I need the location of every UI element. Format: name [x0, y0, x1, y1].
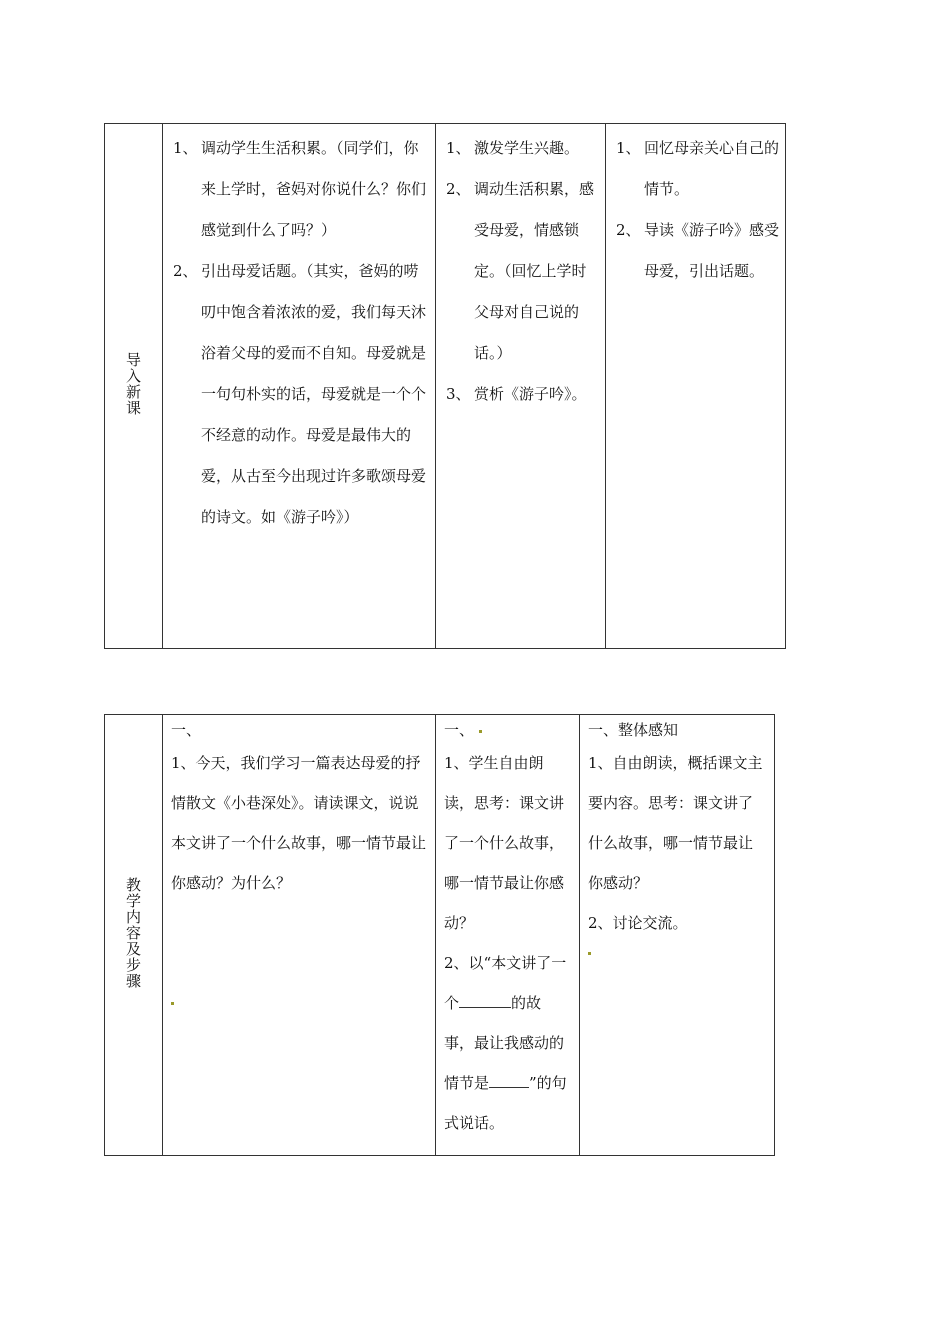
stray-mark — [588, 952, 591, 955]
student-step-1: 1、自由朗读，概括课文主要内容。思考：课文讲了什么故事，哪一情节最让你感动？ — [588, 754, 763, 892]
student-step-1: 1、 回忆母亲关心自己的情节。 — [616, 139, 780, 198]
purpose-step-2: 2、 调动生活积累，感受母爱，情感锁定。（回忆上学时父母对自己说的话。） — [446, 180, 595, 362]
teacher-step-1: 1、今天，我们学习一篇表达母爱的抒情散文《小巷深处》。请读课文，说说本文讲了一个什么故事，哪一情节最让你感动？为什么？ — [171, 754, 427, 892]
purpose-step-3: 3、 赏析《游子吟》。 — [446, 385, 587, 403]
purpose-step-1: 1、学生自由朗读，思考：课文讲了一个什么故事，哪一情节最让你感动？ — [444, 754, 565, 932]
teacher-activity-cell — [163, 124, 436, 649]
student-step-2: 2、讨论交流。 — [588, 914, 688, 932]
teacher-step-2: 2、 引出母爱话题。（其实，爸妈的唠叨中饱含着浓浓的爱，我们每天沐浴着父母的爱而不自知。母爱就是一句句朴实的话，母爱就是一个个不经意的动作。母爱是最伟大的爱，从古至今出现过许多歌颂母爱的诗文。如《游子吟》） — [173, 262, 427, 526]
student-heading: 一、整体感知 — [588, 721, 679, 739]
stray-mark — [479, 730, 482, 733]
lesson-table-steps — [104, 714, 775, 1156]
student-step-2: 2、 导读《游子吟》感受母爱，引出话题。 — [616, 221, 780, 280]
fill-blank — [459, 993, 511, 1008]
row-header-cell — [105, 715, 163, 1156]
stray-mark — [171, 1002, 174, 1005]
teacher-heading: 一、 — [171, 721, 202, 739]
row-header-steps: 教学内容及步骤 — [124, 877, 142, 989]
design-purpose-cell — [436, 715, 580, 1156]
row-header-cell — [105, 124, 163, 649]
lesson-table-intro — [104, 123, 786, 649]
student-activity-cell — [580, 715, 775, 1156]
purpose-step-1: 1、 激发学生兴趣。 — [446, 139, 580, 157]
student-activity-cell — [606, 124, 786, 649]
fill-blank — [489, 1073, 529, 1088]
design-purpose-cell — [436, 124, 606, 649]
row-header-intro: 导入新课 — [124, 352, 142, 416]
purpose-step-2: 2、以“本文讲了一个 的故事，最让我感动的情节是 ”的句式说话。 — [444, 954, 567, 1132]
teacher-step-1: 1、 调动学生生活积累。（同学们，你来上学时，爸妈对你说什么？你们感觉到什么了吗？） — [173, 139, 427, 239]
teacher-activity-cell — [163, 715, 436, 1156]
purpose-heading: 一、 — [444, 717, 571, 743]
